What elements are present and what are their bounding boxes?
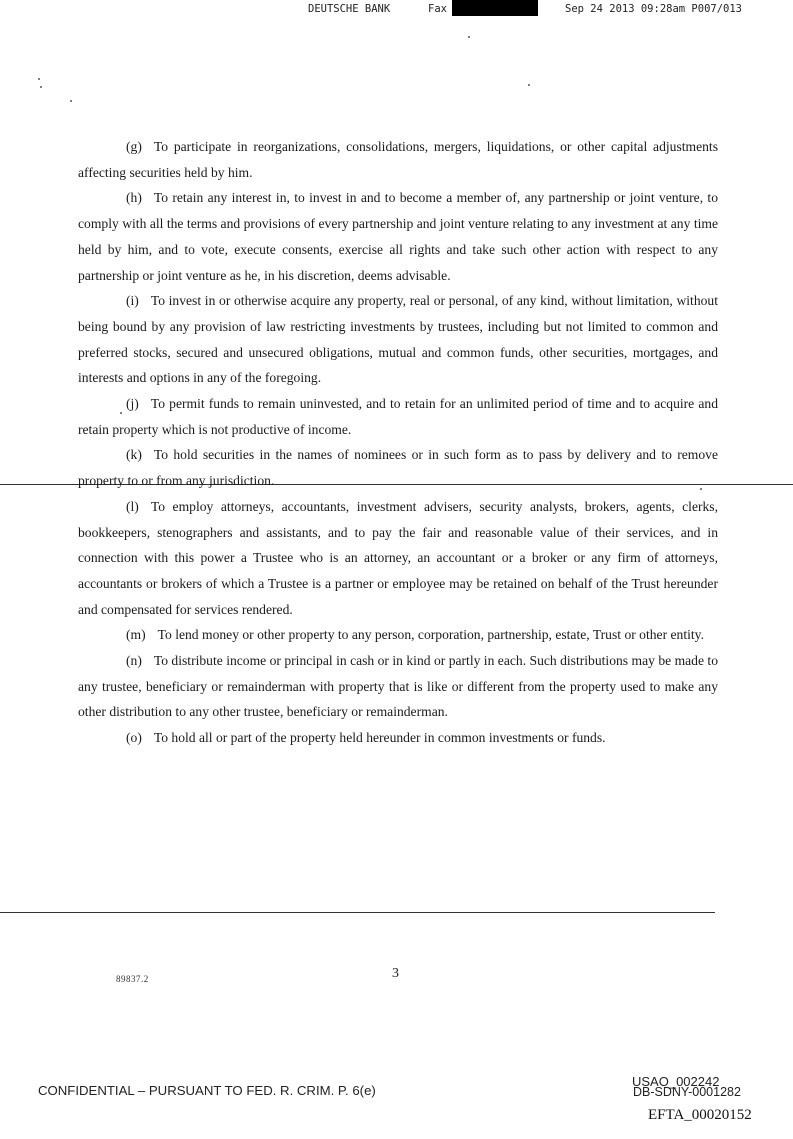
paragraph-label: (h): [126, 190, 142, 206]
scan-line: [0, 912, 715, 913]
paragraph-text: To permit funds to remain uninvested, and to retain for an unlimited period of time and to acquire and retain property which is not productive of income.: [78, 396, 718, 437]
bates-usao: USAO_002242: [632, 1074, 720, 1089]
paragraph-o: [78, 725, 718, 751]
paragraph-label: (n): [126, 653, 142, 669]
scan-speck: [40, 86, 42, 88]
paragraph-text: To lend money or other property to any person, corporation, partnership, estate, Trust or other entity.: [157, 627, 704, 643]
paragraph-text: To distribute income or principal in cash or in kind or partly in each. Such distributions may be made to any trustee, beneficiary or remainderman with property that is like or different from the property used to make any other distribution to any other trustee, beneficiary or remainderman.: [78, 653, 718, 720]
scan-speck: [468, 36, 470, 38]
fax-header: [0, 0, 793, 18]
fax-label: Fax: [428, 3, 447, 15]
paragraph-text: To participate in reorganizations, consolidations, mergers, liquidations, or other capital adjustments affecting securities held by him.: [78, 139, 718, 180]
paragraph-m: [78, 622, 718, 648]
fax-sender: DEUTSCHE BANK: [308, 3, 391, 15]
paragraph-text: To hold all or part of the property held hereunder in common investments or funds.: [153, 730, 606, 746]
page-number: 3: [392, 966, 399, 981]
paragraph-text: To retain any interest in, to invest in and to become a member of, any partnership or joint venture, to comply with all the terms and provisions of every partnership and joint venture relating to any investment at any time held by him, and to vote, execute consents, exercise all rights and take such other action with respect to any partnership or joint venture as he, in his discretion, deems advisable.: [78, 190, 718, 283]
paragraph-j: [78, 391, 718, 442]
paragraph-label: (j): [126, 396, 139, 412]
confidentiality-notice: CONFIDENTIAL – PURSUANT TO FED. R. CRIM. P. 6(e): [38, 1083, 376, 1098]
scan-speck: [528, 84, 530, 86]
paragraph-text: To employ attorneys, accountants, investment advisers, security analysts, brokers, agents, clerks, bookkeepers, stenographers and assistants, and to pay the fair and reasonable value of their services, and in connection with this power a Trustee who is an attorney, an accountant or a broker or any firm of attorneys, accountants or brokers of which a Trustee is a partner or employee may be retained on behalf of the Trust hereunder and compensated for services rendered.: [78, 498, 718, 617]
paragraph-label: (k): [126, 447, 142, 463]
paragraph-label: (m): [126, 627, 146, 643]
paragraph-label: (i): [126, 293, 139, 309]
paragraph-n: [78, 648, 718, 725]
paragraph-text: To invest in or otherwise acquire any property, real or personal, of any kind, without limitation, without being bound by any provision of law restricting investments by trustees, including but not limited to common and preferred stocks, secured and unsecured obligations, mutual and common funds, other securities, mortgages, and interests and options in any of the foregoing.: [78, 293, 718, 386]
scan-speck: [70, 100, 72, 102]
scan-speck: [38, 78, 40, 80]
paragraph-k: [78, 442, 718, 493]
redaction-bar: [452, 0, 538, 16]
paragraph-label: (g): [126, 139, 142, 154]
paragraph-text: To hold securities in the names of nominees or in such form as to pass by delivery and to remove property to or from any jurisdiction.: [78, 447, 718, 489]
bates-db-sdny: DB-SDNY-0001282: [633, 1085, 741, 1099]
paragraph-l: [78, 494, 718, 623]
paragraph-i: [78, 288, 718, 391]
trust-powers-text: [78, 134, 718, 751]
document-id: 89837.2: [116, 974, 149, 984]
paragraph-label: (l): [126, 498, 139, 514]
paragraph-label: (o): [126, 730, 142, 746]
paragraph-g: [78, 134, 718, 185]
fax-timestamp: Sep 24 2013 09:28am P007/013: [565, 3, 743, 15]
bates-efta: EFTA_00020152: [648, 1107, 752, 1123]
paragraph-h: [78, 185, 718, 288]
